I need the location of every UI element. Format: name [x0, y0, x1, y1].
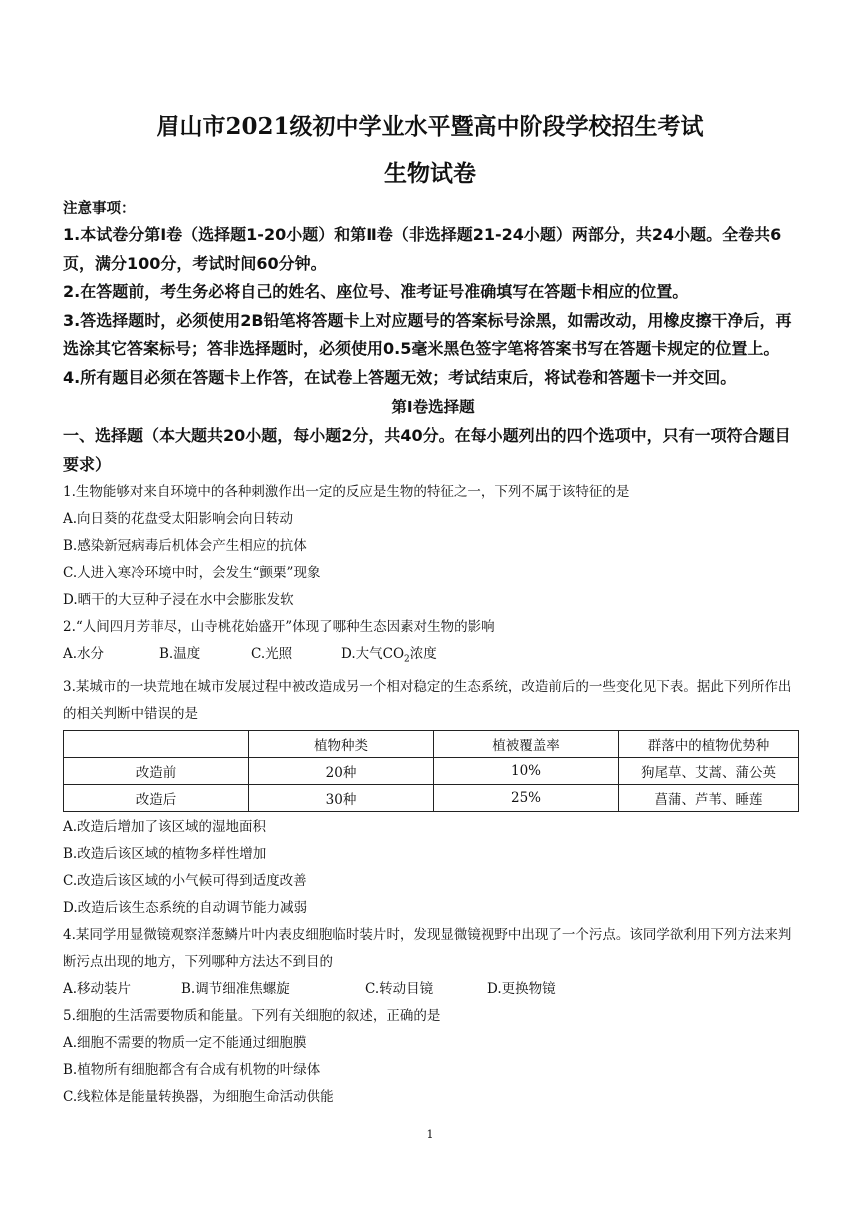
question-4: [63, 922, 803, 1003]
exam-body: [63, 197, 803, 1111]
table-cell: 30种: [249, 784, 434, 811]
question-5: [63, 1003, 803, 1111]
option-b: B.调节细准焦螺旋: [181, 980, 290, 997]
note-item-4: 4.所有题目必须在答题卡上作答，在试卷上答题无效；考试结束后，将试卷和答题卡一并交回。: [63, 367, 737, 387]
option-a: A.改造后增加了该区域的湿地面积: [63, 818, 267, 835]
page-title: 眉山市2021级初中学业水平暨高中阶段学校招生考试: [156, 113, 704, 140]
option-c: C.光照: [251, 646, 293, 662]
option-d: D.大气$CO_2$浓度: [341, 646, 437, 665]
question-stem: 4.某同学用显微镜观察洋葱鳞片叶内表皮细胞临时装片时，发现显微镜视野中出现了一个污点。该同学欲利用下列方法来判断污点出现的地方，下列哪种方法达不到目的: [63, 926, 792, 970]
note-item-3: 3.答选择题时，必须使用2B铅笔将答题卡上对应题号的答案标号涂黑，如需改动，用橡皮擦干净后，再选涂其它答案标号；答非选择题时，必须使用0.5毫米黑色签字笔将答案书写在答题卡规定的位置上。: [63, 310, 792, 358]
table-header-cell: 群落中的植物优势种: [619, 730, 799, 757]
question-stem: 2.“人间四月芳菲尽，山寺桃花始盛开”体现了哪种生态因素对生物的影响: [63, 619, 495, 635]
question-3: [63, 674, 803, 922]
table-cell: 改造前: [64, 757, 249, 784]
table-row: [64, 757, 799, 784]
table-header-cell: [64, 730, 249, 757]
options-row: [63, 976, 803, 1003]
option-c: C.人进入寒冷环境中时，会发生“颤栗”现象: [63, 565, 321, 581]
table-cell: 20种: [249, 757, 434, 784]
option-d: D.改造后该生态系统的自动调节能力减弱: [63, 899, 308, 916]
question-stem: 5.细胞的生活需要物质和能量。下列有关细胞的叙述，正确的是: [63, 1007, 441, 1024]
option-c: C.转动目镜: [365, 980, 434, 997]
question-1: [63, 479, 803, 614]
option-b: B.感染新冠病毒后机体会产生相应的抗体: [63, 538, 307, 554]
question-2: [63, 614, 803, 674]
option-b: B.温度: [159, 646, 201, 662]
section-title: 第Ⅰ卷选择题: [391, 398, 475, 416]
table-header-row: [64, 730, 799, 757]
option-b: B.植物所有细胞都含有合成有机物的叶绿体: [63, 1061, 321, 1078]
table-cell: 菖蒲、芦苇、睡莲: [619, 784, 799, 811]
notes-heading: 注意事项：: [63, 201, 136, 217]
option-d: D.更换物镜: [487, 980, 556, 997]
table-header-cell: 植被覆盖率: [434, 730, 619, 757]
table-cell: 狗尾草、艾蒿、蒲公英: [619, 757, 799, 784]
table-cell: 改造后: [64, 784, 249, 811]
comparison-table: [63, 730, 799, 812]
question-stem: 1.生物能够对来自环境中的各种刺激作出一定的反应是生物的特征之一，下列不属于该特征的是: [63, 484, 630, 500]
question-stem: 3.某城市的一块荒地在城市发展过程中被改造成另一个相对稳定的生态系统，改造前后的一些变化见下表。据此下列所作出的相关判断中错误的是: [63, 678, 792, 722]
option-a: A.向日葵的花盘受太阳影响会向日转动: [63, 511, 294, 527]
note-item-2: 2.在答题前，考生务必将自己的姓名、座位号、准考证号准确填写在答题卡相应的位置。: [63, 282, 689, 301]
page-subtitle: 生物试卷: [384, 160, 476, 187]
page-number: 1: [426, 1128, 434, 1141]
table-cell: 25%: [434, 784, 619, 811]
option-d: D.晒干的大豆种子浸在水中会膨胀发软: [63, 592, 294, 608]
option-a: A.移动装片: [63, 980, 132, 997]
option-c: C.线粒体是能量转换器，为细胞生命活动供能: [63, 1088, 334, 1105]
table-cell: 10%: [434, 757, 619, 784]
option-b: B.改造后该区域的植物多样性增加: [63, 845, 267, 862]
option-a: A.水分: [63, 646, 105, 662]
table-row: [64, 784, 799, 811]
option-a: A.细胞不需要的物质一定不能通过细胞膜: [63, 1034, 307, 1051]
note-item-1: 1.本试卷分第Ⅰ卷（选择题1-20小题）和第Ⅱ卷（非选择题21-24小题）两部分，共24小题。全卷共6页，满分100分，考试时间60分钟。: [63, 225, 782, 273]
section-instruction: 一、选择题（本大题共20小题，每小题2分，共40分。在每小题列出的四个选项中，只有一项符合题目要求）: [63, 426, 791, 474]
table-header-cell: 植物种类: [249, 730, 434, 757]
option-c: C.改造后该区域的小气候可得到适度改善: [63, 872, 307, 889]
options-row: [63, 641, 803, 674]
